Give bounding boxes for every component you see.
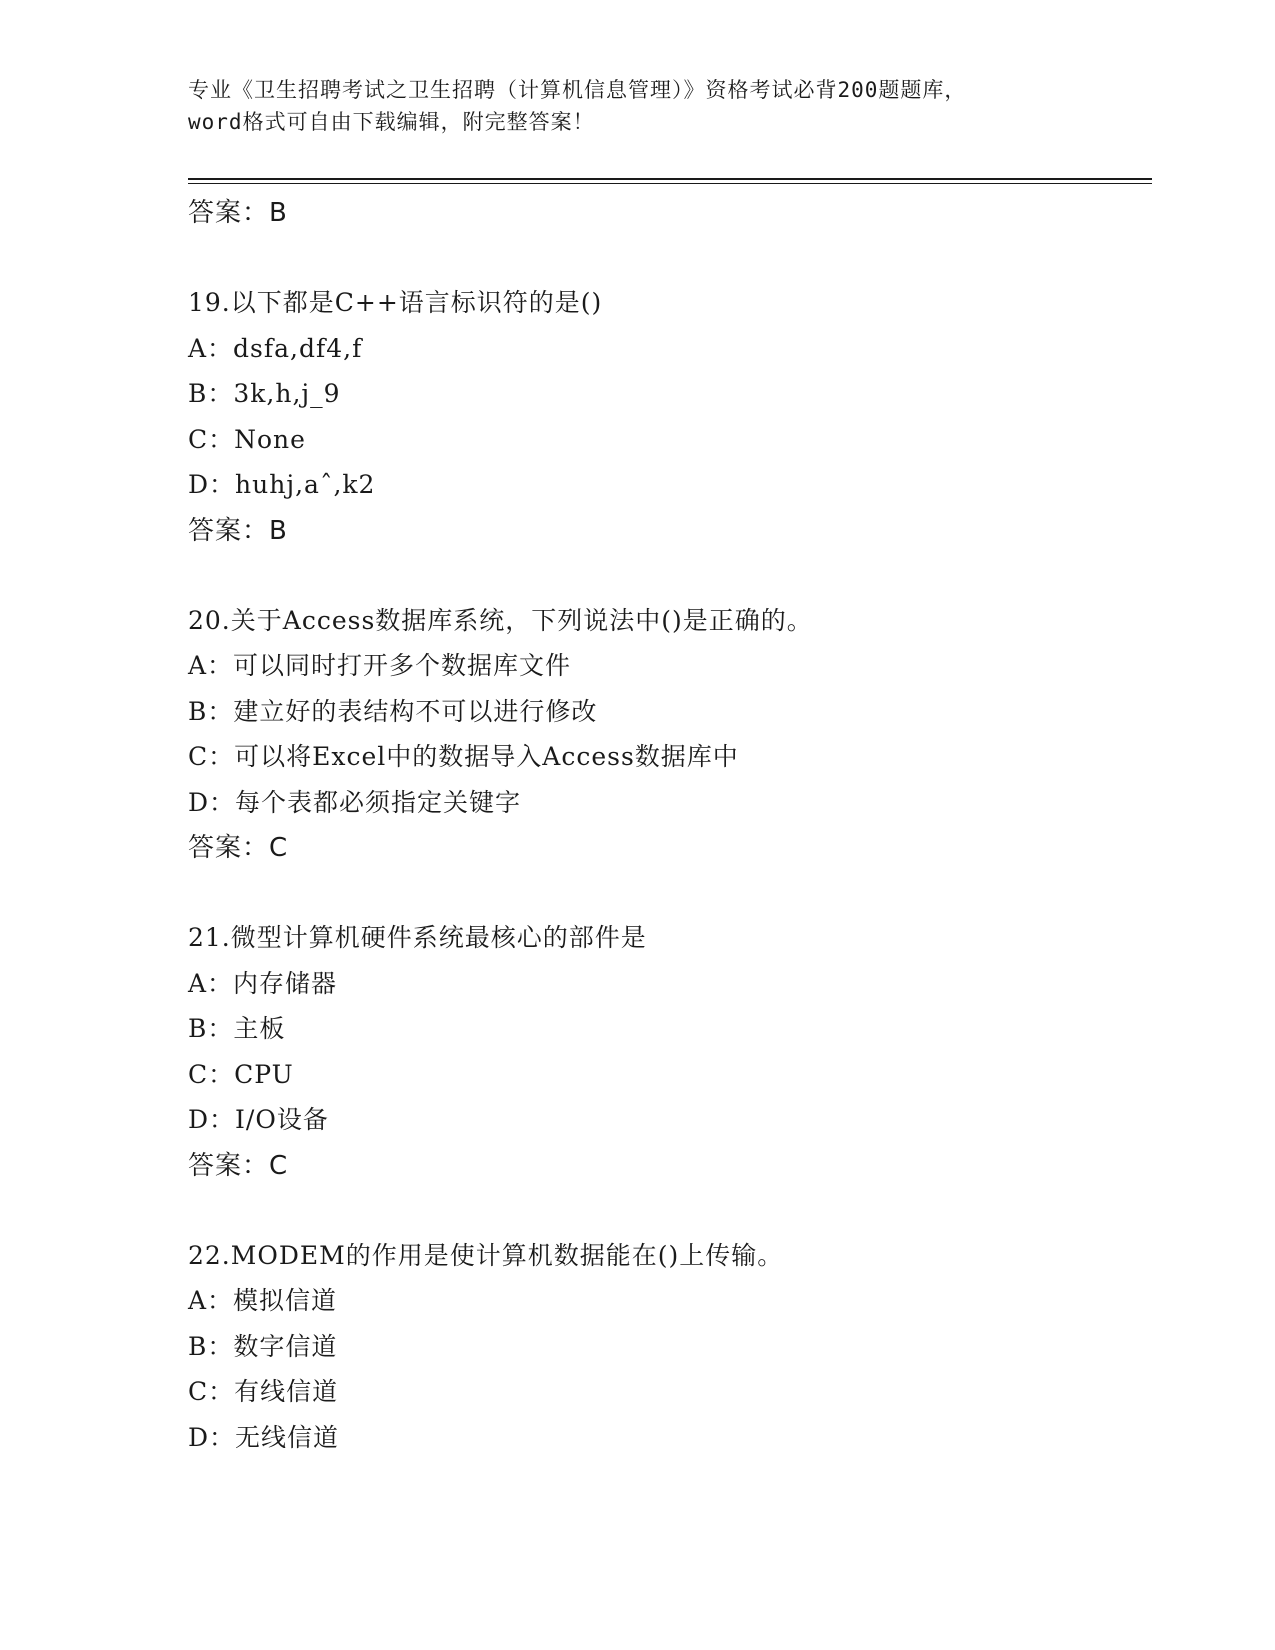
spacer xyxy=(188,871,1148,915)
option-b: B：主板 xyxy=(188,1014,286,1043)
answer-label: 答案：B xyxy=(188,515,288,546)
spacer xyxy=(188,1189,1148,1233)
option-b: B：建立好的表结构不可以进行修改 xyxy=(188,696,598,726)
question-21 xyxy=(188,915,1148,1189)
option-a: A：dsfa,df4,f xyxy=(188,333,363,363)
option-b: B：3k,h,j_9 xyxy=(188,379,341,408)
question-stem: 20.关于Access数据库系统，下列说法中()是正确的。 xyxy=(188,605,813,635)
question-stem: 21.微型计算机硬件系统最核心的部件是 xyxy=(188,923,647,952)
header-line-2: word格式可自由下载编辑，附完整答案！ xyxy=(188,110,595,134)
option-a: A：内存储器 xyxy=(188,968,338,998)
header-divider-thin xyxy=(188,183,1152,184)
option-c: C：None xyxy=(188,424,306,454)
spacer xyxy=(188,554,1148,598)
question-19 xyxy=(188,280,1148,554)
header-line-1: 专业《卫生招聘考试之卫生招聘（计算机信息管理）》资格考试必背200题题库， xyxy=(188,78,967,102)
option-d: D：无线信道 xyxy=(188,1422,340,1452)
option-d: D：huhj,aˆ,k2 xyxy=(188,470,376,499)
option-a: A：模拟信道 xyxy=(188,1286,338,1315)
question-list xyxy=(188,190,1148,1460)
option-a: A：可以同时打开多个数据库文件 xyxy=(188,651,572,680)
document-header xyxy=(188,74,1088,138)
answer-label: 答案：C xyxy=(188,833,289,863)
option-d: D：每个表都必须指定关键字 xyxy=(188,787,522,817)
question-22 xyxy=(188,1233,1148,1461)
header-divider xyxy=(188,178,1152,180)
option-d: D：I/O设备 xyxy=(188,1105,329,1134)
question-stem: 22.MODEM的作用是使计算机数据能在()上传输。 xyxy=(188,1240,784,1270)
answer-label: 答案：B xyxy=(188,198,288,228)
answer-label: 答案：C xyxy=(188,1150,289,1181)
spacer xyxy=(188,236,1148,280)
question-20 xyxy=(188,598,1148,872)
option-c: C：CPU xyxy=(188,1059,294,1089)
option-c: C：有线信道 xyxy=(188,1377,339,1406)
question-stem: 19.以下都是C++语言标识符的是() xyxy=(188,288,603,317)
option-c: C：可以将Excel中的数据导入Access数据库中 xyxy=(188,742,739,771)
option-b: B：数字信道 xyxy=(188,1331,338,1361)
